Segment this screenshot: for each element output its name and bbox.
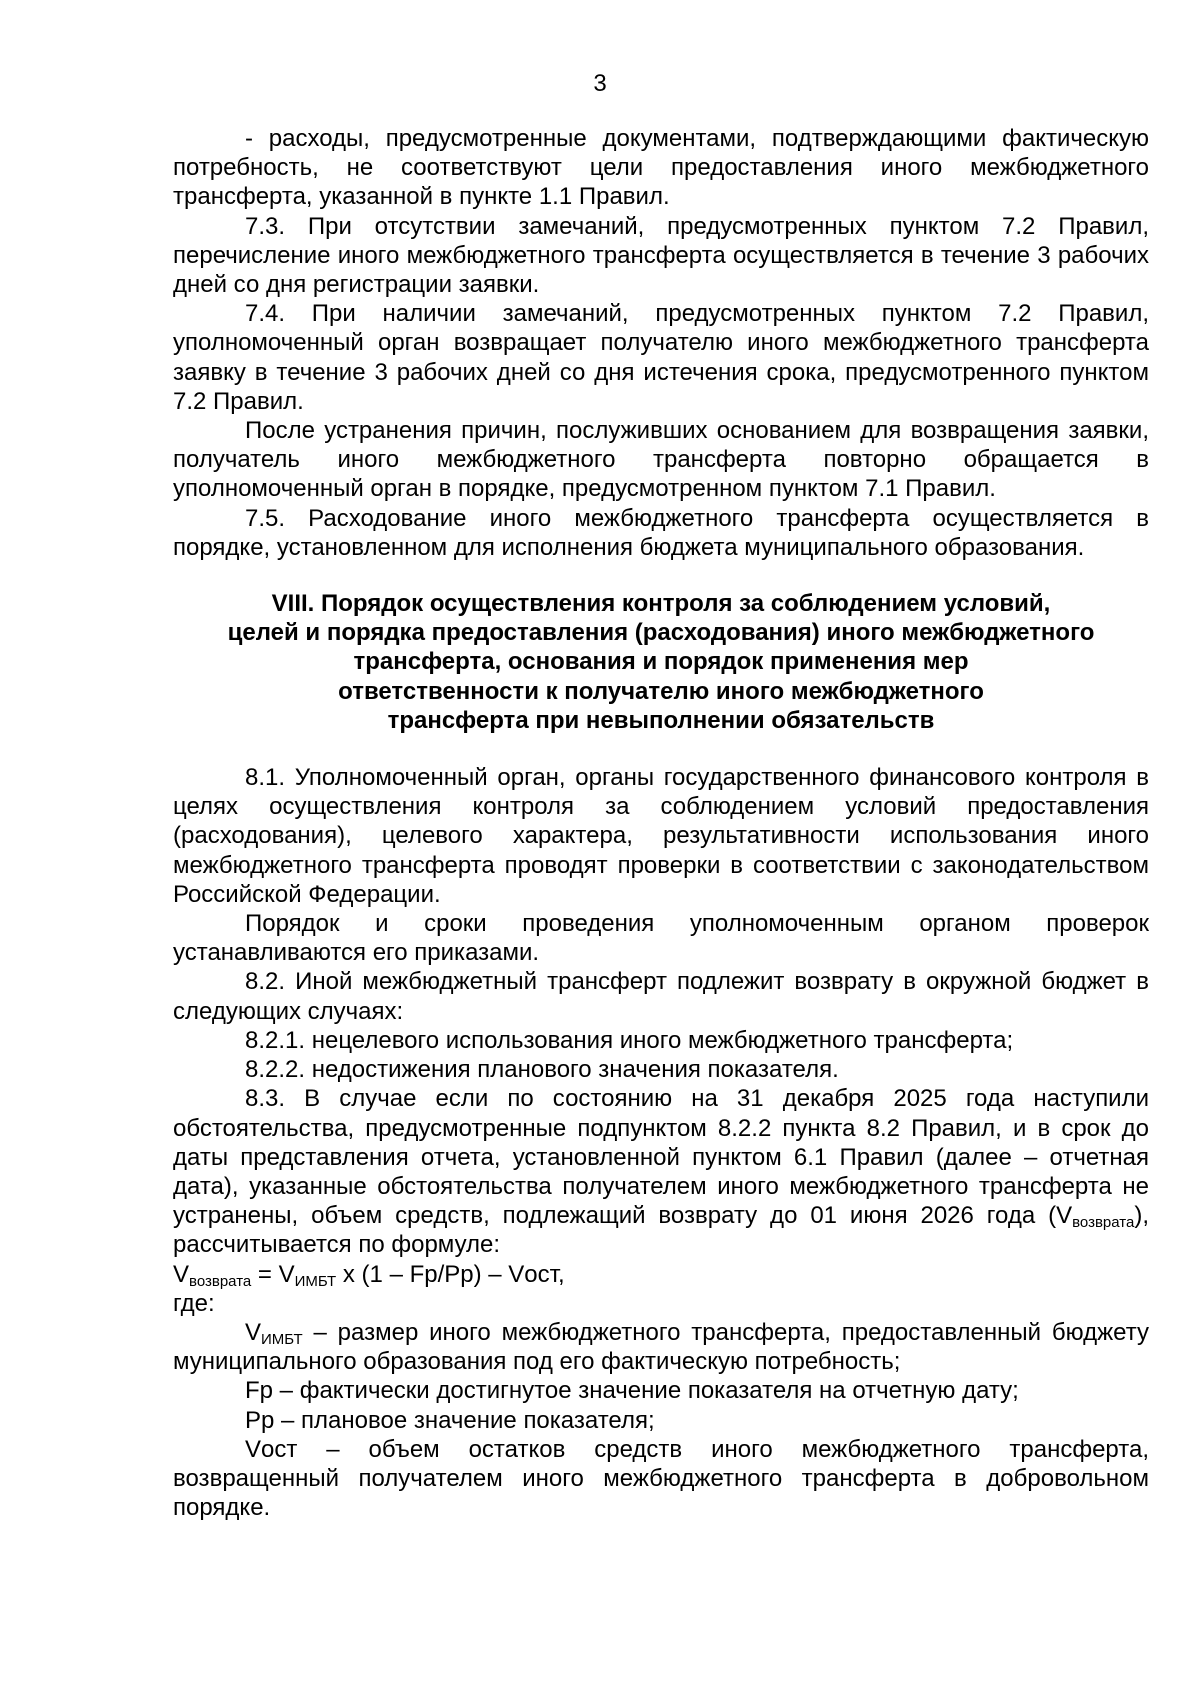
definition: Fp – фактически достигнутое значение показателя на отчетную дату; bbox=[245, 1377, 1019, 1405]
section-heading-line: VIII. Порядок осуществления контроля за соблюдением условий, bbox=[271, 590, 1051, 618]
paragraph-8-3 bbox=[173, 1084, 1149, 1259]
paragraph-8-3-tail: ), рассчитывается по формуле: bbox=[173, 1202, 1149, 1259]
paragraph: 7.4. При наличии замечаний, предусмотренных пунктом 7.2 Правил, уполномоченный орган возвращает получателю иного межбюджетного трансферта заявку в течение 3 рабочих дней со дня истечения срока, предусмотренного пунктом 7.2 Правил. bbox=[173, 300, 1149, 415]
paragraph: 8.2.2. недостижения планового значения показателя. bbox=[245, 1056, 839, 1084]
definition bbox=[173, 1318, 1149, 1376]
paragraph: 8.2. Иной межбюджетный трансферт подлежит возврату в окружной бюджет в следующих случаях: bbox=[173, 968, 1149, 1025]
paragraph: - расходы, предусмотренные документами, подтверждающими фактическую потребность, не соответствуют цели предоставления иного межбюджетного трансферта, указанной в пункте 1.1 Правил. bbox=[173, 125, 1149, 211]
paragraph: 7.5. Расходование иного межбюджетного трансферта осуществляется в порядке, установленном для исполнения бюджета муниципального образования. bbox=[173, 504, 1149, 561]
formula-eq: = V bbox=[251, 1260, 295, 1288]
definition-text: – размер иного межбюджетного трансферта, предоставленный бюджету муниципального образования под его фактическую потребность; bbox=[173, 1318, 1149, 1376]
section-heading-line: целей и порядка предоставления (расходования) иного межбюджетного bbox=[227, 619, 1095, 647]
definition-prefix: V bbox=[245, 1318, 262, 1346]
paragraph: 8.2.1. нецелевого использования иного межбюджетного трансферта; bbox=[245, 1026, 1014, 1054]
formula-rest: x (1 – Fp/Pp) – Vост, bbox=[336, 1260, 565, 1288]
section-heading-line: трансферта при невыполнении обязательств bbox=[387, 706, 935, 734]
paragraph: После устранения причин, послуживших основанием для возвращения заявки, получатель иного межбюджетного трансферта повторно обращается в уполномоченный орган в порядке, предусмотренном пунктом 7.1 Правил. bbox=[173, 417, 1149, 503]
formula bbox=[173, 1260, 1149, 1289]
document-body bbox=[173, 124, 1149, 1522]
paragraph: Порядок и сроки проведения уполномоченным органом проверок устанавливаются его приказами. bbox=[173, 910, 1149, 967]
section-heading-line: трансферта, основания и порядок применения мер bbox=[353, 648, 969, 676]
definition: Pp – плановое значение показателя; bbox=[245, 1406, 655, 1434]
where-label: где: bbox=[173, 1289, 215, 1317]
formula-subscript: возврата bbox=[189, 1272, 252, 1290]
section-heading bbox=[173, 589, 1149, 735]
formula-v: V bbox=[173, 1260, 190, 1288]
paragraph-8-3-text: 8.3. В случае если по состоянию на 31 декабря 2025 года наступили обстоятельства, предусмотренные подпунктом 8.2.2 пункта 8.2 Правил, и в срок до даты представления отчета, установленной пунктом 6.1 Правил (далее – отчетная дата), указанные обстоятельства получателем иного межбюджетного трансферта не устранены, объем средств, подлежащий возврату до 01 июня 2026 года (V bbox=[173, 1085, 1149, 1230]
definition: Vост – объем остатков средств иного межбюджетного трансферта, возвращенный получателем иного межбюджетного трансферта в добровольном порядке. bbox=[173, 1435, 1149, 1522]
formula-subscript: ИМБТ bbox=[294, 1272, 337, 1290]
page-number: 3 bbox=[593, 70, 607, 97]
section-heading-line: ответственности к получателю иного межбюджетного bbox=[338, 677, 984, 705]
subscript: возврата bbox=[1072, 1214, 1135, 1232]
paragraph: 7.3. При отсутствии замечаний, предусмотренных пунктом 7.2 Правил, перечисление иного межбюджетного трансферта осуществляется в течение 3 рабочих дней со дня регистрации заявки. bbox=[173, 212, 1149, 299]
definition-subscript: ИМБТ bbox=[261, 1330, 303, 1348]
paragraph: 8.1. Уполномоченный орган, органы государственного финансового контроля в целях осуществления контроля за соблюдением условий предоставления (расходования), целевого характера, результативности использования иного межбюджетного трансферта проводят проверки в соответствии с законодательством Российской Федерации. bbox=[173, 764, 1149, 908]
